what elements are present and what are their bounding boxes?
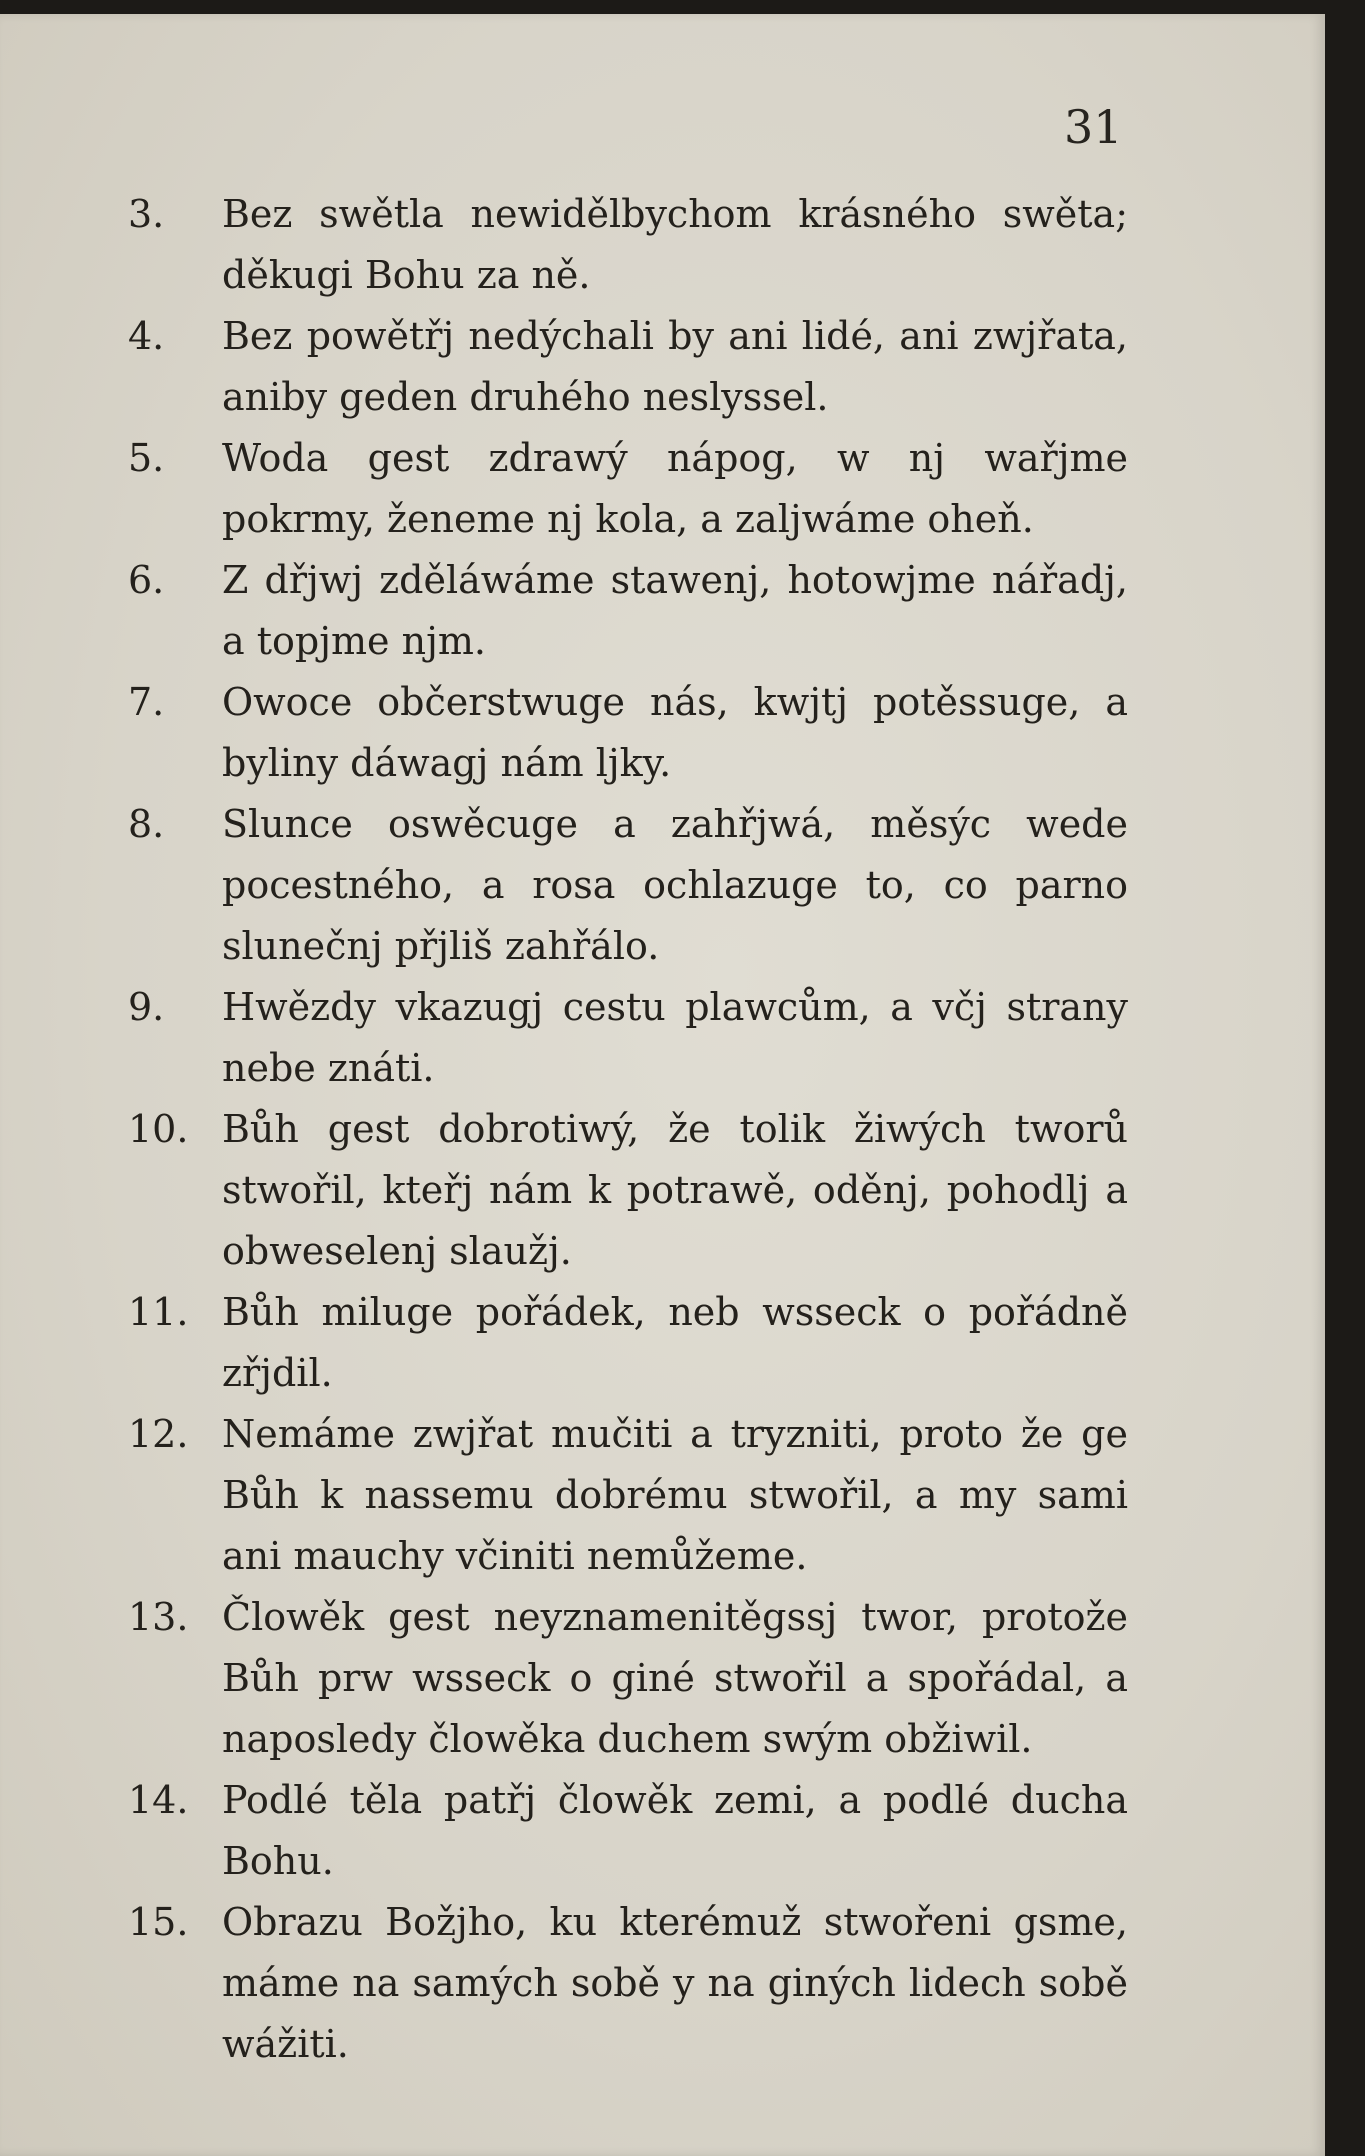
item-number: 8. [128, 802, 165, 846]
item-text: Owoce občerstwuge nás, kwjtj potěssuge, a byliny dáwagj nám ljky. [222, 680, 1128, 785]
list-item [128, 428, 1128, 550]
book-page [0, 14, 1325, 2156]
item-text: Bez powětřj nedýchali by ani lidé, ani zwjřata, aniby geden druhého neslyssel. [222, 314, 1128, 419]
item-number: 9. [128, 985, 165, 1029]
item-number: 12. [128, 1412, 189, 1456]
item-number: 14. [128, 1778, 189, 1822]
item-text: Slunce oswěcuge a zahřjwá, měsýc wede pocestného, a rosa ochlazuge to, co parno slunečnj přjliš zahřálo. [222, 802, 1128, 968]
item-number: 6. [128, 558, 165, 602]
item-text: Bůh miluge pořádek, neb wsseck o pořádně zřjdil. [222, 1290, 1128, 1395]
list-item [128, 550, 1128, 672]
item-number: 4. [128, 314, 165, 358]
item-number: 15. [128, 1900, 189, 1944]
item-number: 5. [128, 436, 165, 480]
item-number: 13. [128, 1595, 189, 1639]
list-item [128, 1282, 1128, 1404]
list-item [128, 1770, 1128, 1892]
list-item [128, 1404, 1128, 1587]
item-text: Bůh gest dobrotiwý, že tolik žiwých tworů stwořil, kteřj nám k potrawě, oděnj, pohodlj a obweselenj slaužj. [222, 1107, 1128, 1273]
item-text: Bez swětla newidělbychom krásného swěta; děkugi Bohu za ně. [222, 192, 1128, 297]
item-text: Podlé těla patřj člowěk zemi, a podlé ducha Bohu. [222, 1778, 1128, 1883]
item-text: Nemáme zwjřat mučiti a tryzniti, proto že ge Bůh k nassemu dobrému stwořil, a my sami ani mauchy včiniti nemůžeme. [222, 1412, 1128, 1578]
list-item [128, 1099, 1128, 1282]
item-text: Z dřjwj zděláwáme stawenj, hotowjme nářadj, a topjme njm. [222, 558, 1128, 663]
item-number: 11. [128, 1290, 189, 1334]
item-text: Obrazu Božjho, ku kterémuž stwořeni gsme, máme na samých sobě y na giných lidech sobě wážiti. [222, 1900, 1128, 2066]
list-item [128, 306, 1128, 428]
list-item [128, 1587, 1128, 1770]
list-item [128, 1892, 1128, 2075]
item-text: Hwězdy vkazugj cestu plawcům, a včj strany nebe znáti. [222, 985, 1128, 1090]
list-item [128, 794, 1128, 977]
list-item [128, 672, 1128, 794]
numbered-list [128, 184, 1128, 2075]
page-number: 31 [1064, 100, 1123, 154]
item-text: Woda gest zdrawý nápog, w nj wařjme pokrmy, ženeme nj kola, a zaljwáme oheň. [222, 436, 1128, 541]
list-item [128, 184, 1128, 306]
item-text: Člowěk gest neyznamenitěgssj twor, protože Bůh prw wsseck o giné stwořil a spořádal, a naposledy člowěka duchem swým obžiwil. [222, 1595, 1128, 1761]
item-number: 3. [128, 192, 165, 236]
item-number: 7. [128, 680, 165, 724]
list-item [128, 977, 1128, 1099]
item-number: 10. [128, 1107, 189, 1151]
